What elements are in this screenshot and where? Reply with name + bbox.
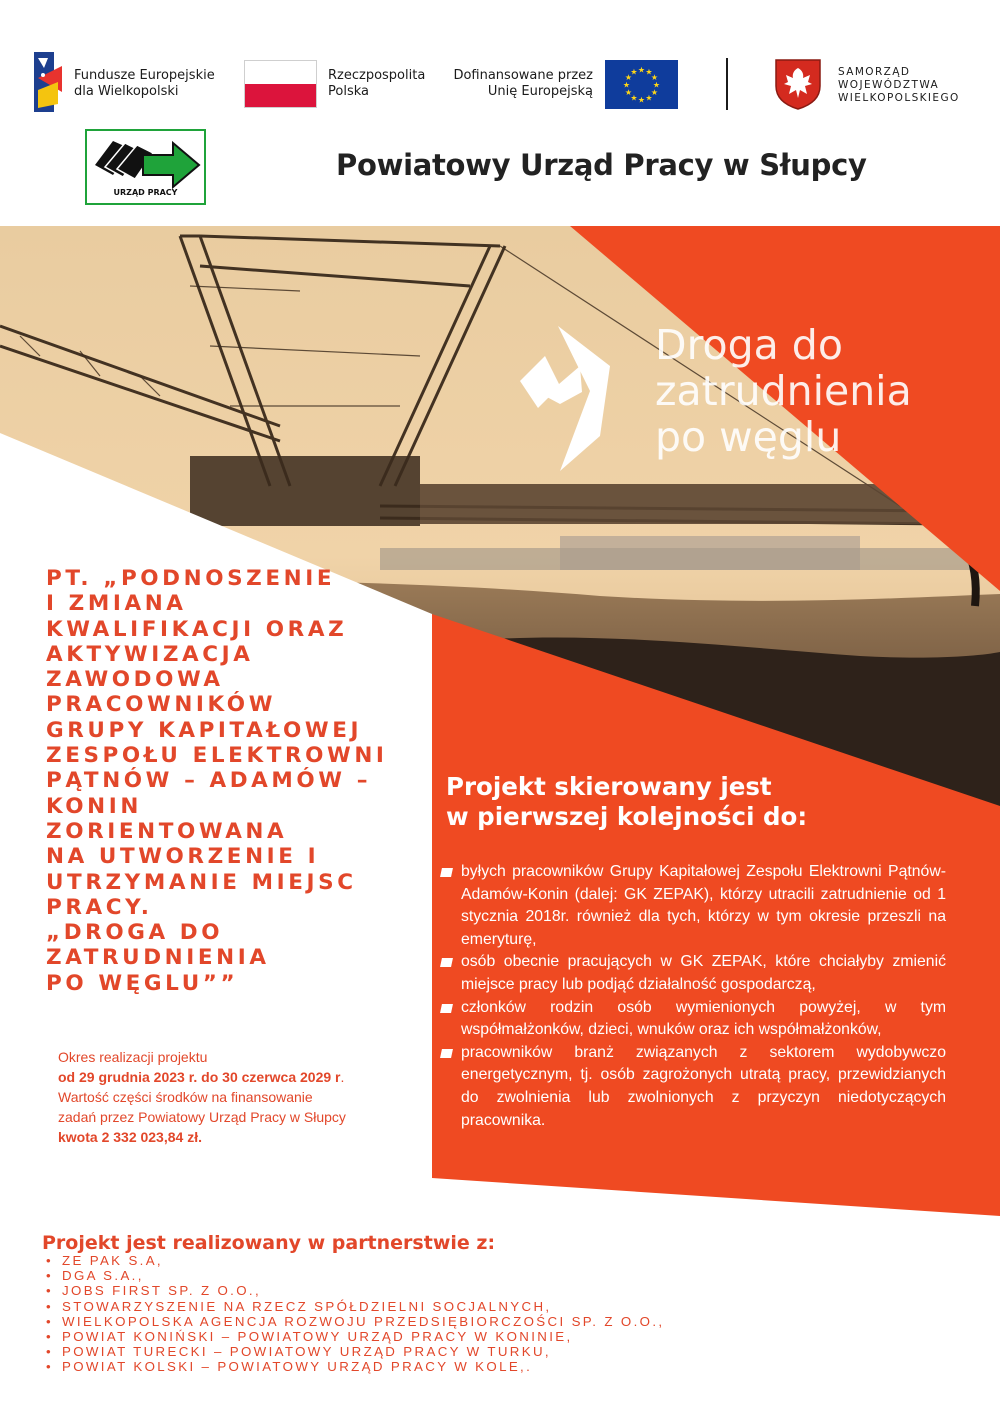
bullet-icon [440,1049,453,1058]
bullet-icon [440,868,453,877]
project-title-line: PRACY. [46,894,153,920]
urzad-pracy-cards-arrow-icon [91,135,203,189]
project-title-line: ZESPOŁU ELEKTROWNI [46,743,388,769]
project-period-info [58,1047,423,1147]
partner-item: • STOWARZYSZENIE NA RZECZ SPÓŁDZIELNI SOCJALNYCH, [46,1299,664,1314]
target-group-text: osób obecnie pracujących w GK ZEPAK, które chciałyby zmienić miejsce pracy lub podjąć działalność gospodarczą, [461,953,946,993]
eu-flag-icon [605,60,678,109]
eu-line1: Dofinansowane przez [453,68,593,83]
target-group-item [440,861,946,951]
eu-star-icon: ★ [645,93,653,103]
project-title-line: PT. „PODNOSZENIE [46,566,336,591]
samorzad-line2: WOJEWÓDZTWA [838,79,940,91]
bullet-icon [440,958,453,967]
partner-item: • ZE PAK S.A, [46,1253,664,1268]
project-title-line: PRACOWNIKÓW [46,692,277,718]
partners-heading: Projekt jest realizowany w partnerstwie z: [42,1232,496,1254]
fe-logo-text [74,68,215,100]
project-title-line: GRUPY KAPITAŁOWEJ [46,717,363,743]
target-heading-line2: w pierwszej kolejności do: [446,802,808,831]
funding-line2: zadań przez Powiatowy Urząd Pracy w Słupcy [58,1109,346,1125]
page-title: Powiatowy Urząd Pracy w Słupcy [336,148,867,182]
samorzad-line3: WIELKOPOLSKIEGO [838,92,960,104]
project-title-line: ZAWODOWA [46,667,224,693]
logo-divider [726,58,728,110]
project-title [46,566,426,996]
eu-funding-text [446,68,593,100]
target-heading [446,772,807,832]
project-title-line: KWALIFIKACJI ORAZ [46,616,348,642]
project-title-line: KONIN [46,793,142,819]
period-dates: od 29 grudnia 2023 r. do 30 czerwca 2029 r [58,1069,341,1085]
eu-star-icon: ★ [652,80,661,90]
brand-line1: Droga do [655,321,843,369]
eu-star-icon: ★ [630,93,638,103]
partner-item: • POWIAT KONIŃSKI – POWIATOWY URZĄD PRACY W KONINIE, [46,1329,664,1344]
funding-amount: kwota 2 332 023,84 zł. [58,1129,202,1145]
partner-item: • WIELKOPOLSKA AGENCJA ROZWOJU PRZEDSIĘBIORCZOŚCI SP. Z O.O., [46,1314,664,1329]
eu-star-icon: ★ [650,88,659,97]
period-dates-dot: . [340,1069,345,1085]
eu-star-icon: ★ [645,67,653,77]
eu-star-icon: ★ [630,67,638,77]
project-title-line: UTRZYMANIE MIEJSC [46,869,357,895]
rp-line1: Rzeczpospolita [328,68,426,83]
eu-star-icon: ★ [637,65,646,75]
brand-line2: zatrudnienia [655,367,912,415]
bullet-icon [440,1004,453,1013]
target-group-item [440,951,946,996]
rp-logo-text [328,68,425,100]
brand-line3: po węglu [655,413,842,461]
project-title-line: AKTYWIZACJA [46,641,254,667]
samorzad-logo-text [838,66,960,105]
polish-flag-icon [244,60,317,108]
target-group-text: członków rodzin osób wymienionych powyżej, w tym współmałżonków, dzieci, wnuków oraz ich współmałżonków, [461,998,946,1039]
target-group-list [440,861,946,1132]
target-group-text: byłych pracowników Grupy Kapitałowej Zespołu Elektrowni Pątnów-Adamów-Konin (dalej: GK ZEPAK), którzy utracili zatrudnienie od 1 stycznia 2018r. również dla tych, którzy w tym okresie przeszli na emeryturę, [461,863,946,948]
target-group-item [440,997,946,1042]
period-dates-row [58,1067,423,1087]
eu-star-icon: ★ [650,73,659,82]
samorzad-line1: SAMORZĄD [838,66,911,78]
eu-star-icon: ★ [624,88,633,97]
partners-list [46,1253,664,1375]
partner-item: • POWIAT TURECKI – POWIATOWY URZĄD PRACY W TURKU, [46,1344,664,1359]
urzad-pracy-logo-text: URZĄD PRACY [113,188,178,197]
project-title-line: „DROGA DO [46,920,224,946]
eu-star-icon: ★ [637,95,646,105]
eu-star-icon: ★ [624,73,633,82]
funding-line1: Wartość części środków na finansowanie [58,1089,313,1105]
program-brand-title [655,322,912,460]
fe-logo-line2: dla Wielkopolski [74,84,179,99]
target-group-text: pracowników branż związanych z sektorem wydobywczo energetycznym, tj. osób zagrożonych utratą pracy, przewidzianych do zwolnienia lub zwolnionych z przyczyn niedotyczących pracownika. [461,1043,946,1129]
project-title-line: NA UTWORZENIE I [46,844,320,870]
wielkopolska-coat-of-arms-icon [774,58,822,110]
project-title-line: ZATRUDNIENIA [46,945,270,971]
target-heading-line1: Projekt skierowany jest [446,772,772,801]
target-group-item [440,1042,946,1132]
urzad-pracy-logo [85,129,206,205]
fe-logo-line1: Fundusze Europejskie [74,68,215,83]
partner-item: • JOBS FIRST SP. Z O.O., [46,1283,664,1298]
project-title-line: I ZMIANA [46,591,187,617]
fundusze-europejskie-logo-icon [32,52,64,112]
period-label: Okres realizacji projektu [58,1049,208,1065]
partner-item: • POWIAT KOLSKI – POWIATOWY URZĄD PRACY W KOLE,. [46,1359,664,1374]
eu-line2: Unię Europejską [487,84,593,99]
project-title-line: PO WĘGLU”” [46,970,239,996]
partner-item: • DGA S.A., [46,1268,664,1283]
project-title-line: ZORIENTOWANA [46,818,288,844]
eu-star-icon: ★ [622,80,631,90]
rp-line2: Polska [328,84,369,99]
project-title-line: PĄTNÓW – ADAMÓW – [46,768,372,794]
